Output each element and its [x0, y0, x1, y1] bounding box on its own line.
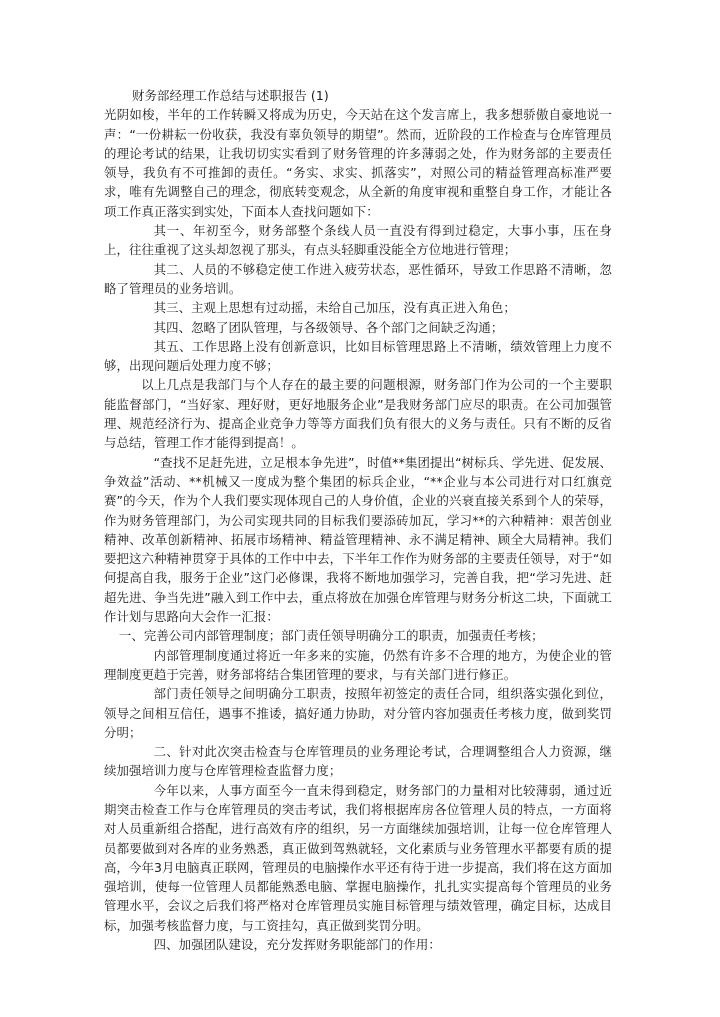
- document-body: [104, 86, 612, 954]
- paragraph-issue-3: 其三、主观上思想有过动摇，未给自己加压，没有真正进入角色；: [153, 300, 516, 316]
- section-heading-1: 一、完善公司内部管理制度；部门责任领导明确分工的职责，加强责任考核；: [118, 628, 544, 644]
- paragraph-issue-5: 其五、工作思路上没有创新意识，比如目标管理思路上不清晰，绩效管理上力度不够，出现问题后处理力度不够；: [104, 338, 612, 374]
- document-title: 财务部经理工作总结与述职报告 (1): [132, 88, 329, 103]
- paragraph-issue-2: 其二、人员的不够稳定使工作进入疲劳状态，恶性循环，导致工作思路不清晰，忽略了管理员的业务培训。: [104, 261, 612, 296]
- paragraph-summary: 以上几点是我部门与个人存在的最主要的问题根源，财务部门作为公司的一个主要职能监督部门，“当好家、理好财，更好地服务企业”是我财务部门应尽的职责。在公司加强管理、规范经济行为、提高企业竞争力等等方面我们负有很大的义务与责任。只有不断的反省与总结，管理工作才能得到提高！。: [104, 377, 612, 451]
- section-heading-4: 四、加强团队建设，充分发挥财务职能部门的作用：: [153, 937, 441, 953]
- paragraph-section-1b: 部门责任领导之间明确分工职责，按照年初签定的责任合同，组织落实强化到位，领导之间相互信任，遇事不推诿，搞好通力协助，对分管内容加强责任考核力度，做到奖罚分明；: [104, 686, 612, 740]
- paragraph-spirit: “查找不足赶先进，立足根本争先进”，时值**集团提出“树标兵、学先进、促发展、争效益”活动、**机械又一度成为整个集团的标兵企业，“**企业与本公司进行对口红旗竞赛”的今天，作为个人我们要实现体现自己的人身价值，企业的兴衰直接关系到个人的荣辱，作为财务管理部门，为公司实现共同的目标我们要添砖加瓦，学习**的六种精神：艰苦创业精神、改革创新精神、拓展市场精神、精益管理精神、永不满足精神、顾全大局精神。我们要把这六种精神贯穿于具体的工作中中去，下半年工作作为财务部的主要责任领导，对于“如何提高自我，服务于企业”这门必修课，我将不断地加强学习，完善自我，把“学习先进、赶超先进、争当先进”融入到工作中去，重点将放在加强仓库管理与财务分析这二块，下面就工作计划与思路向大会作一汇报：: [104, 454, 612, 625]
- paragraph-issue-4: 其四、忽略了团队管理，与各级领导、各个部门之间缺乏沟通；: [153, 319, 504, 335]
- section-heading-2: 二、针对此次突击检查与仓库管理员的业务理论考试，合理调整组合人力资源，继续加强培训力度与仓库管理检查监督力度；: [104, 744, 612, 779]
- paragraph-issue-1: 其一、年初至今，财务部整个条线人员一直没有得到过稳定，大事小事，压在身上，往往重视了这头却忽视了那头，有点头轻脚重没能全方位地进行管理；: [104, 223, 612, 258]
- paragraph-section-2: 今年以来，人事方面至今一直未得到稳定，财务部门的力量相对比较薄弱，通过近期突击检查工作与仓库管理员的突击考试，我们将根据库房各位管理人员的特点，一方面将对人员重新组合搭配，进行高效有序的组织，另一方面继续加强培训，让每一位仓库管理人员都要做到对各库的业务熟悉，真正做到驾熟就轻，文化素质与业务管理水平都要有质的提高，今年3月电脑真正联网，管理员的电脑操作水平还有待于进一步提高，我们将在这方面加强培训，使每一位管理人员都能熟悉电脑、掌握电脑操作，扎扎实实提高每个管理员的业务管理水平，会议之后我们将严格对仓库管理员实施目标管理与绩效管理，确定目标，达成目标，加强考核监督力度，与工资挂勾，真正做到奖罚分明。: [104, 782, 612, 933]
- paragraph-section-1a: 内部管理制度通过将近一年多来的实施，仍然有许多不合理的地方，为使企业的管理制度更趋于完善，财务部将结合集团管理的要求，与有关部门进行修正。: [104, 647, 612, 682]
- paragraph-intro: 光阴如梭，半年的工作转瞬又将成为历史，今天站在这个发言席上，我多想骄傲自豪地说一声：“一份耕耘一份收获，我没有辜负领导的期望”。然而，近阶段的工作检查与仓库管理员的理论考试的结果，让我切切实实看到了财务管理的许多薄弱之处，作为财务部的主要责任领导，我负有不可推卸的责任。“务实、求实、抓落实”，对照公司的精益管理高标准严要求，唯有先调整自己的理念，彻底转变观念，从全新的角度审视和重整自身工作，才能让各项工作真正落实到实处，下面本人查找问题如下：: [104, 107, 612, 219]
